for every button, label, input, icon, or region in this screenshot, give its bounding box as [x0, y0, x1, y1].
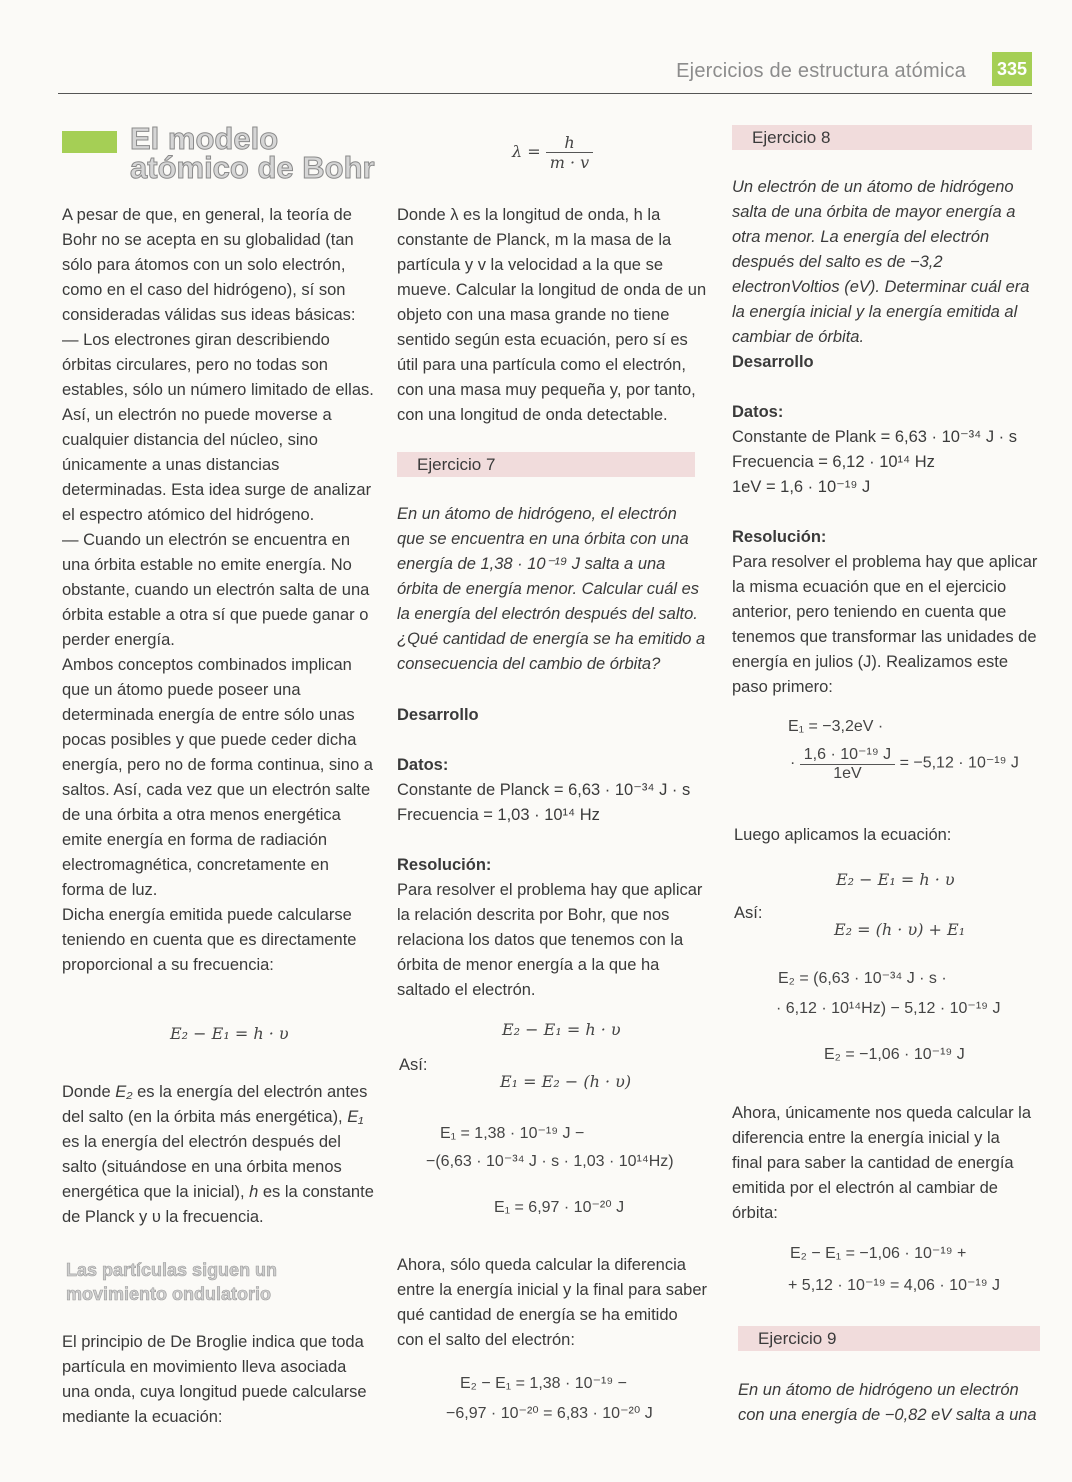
luego-text: Luego aplicamos la ecuación: — [734, 826, 952, 844]
var-e1: E₁ — [347, 1108, 364, 1126]
exercise-8-header: Ejercicio 8 — [732, 125, 1032, 150]
resolucion-text-8: Para resolver el problema hay que aplicar la misma ecuación que en el ejercicio anterior, pero teniendo en cuenta que tenemos que transformar las unidades de energía en julios (J). Realizamos este paso primero: — [732, 553, 1038, 696]
bullet-orbits: — Los electrones giran describiendo órbitas circulares, pero no todas son estables, sólo un número limitado de ellas. Así, un electrón no puede moverse a cualquier distancia del núcleo, sino únicamente a unas distancias determinadas. Esta idea surge de analizar el espectro atómico del hidrógeno. — [62, 331, 374, 524]
concepts-paragraph: Ambos conceptos combinados implican que un átomo puede poseer una determinada energía de entre sólo unas pocas posibles y que puede ceder dicha energía, pero no de forma continua, sino a saltos. Así, cada vez que un electrón salte de una órbita a otra menos energética emite energía en forma de radiación electromagnética, concretamente en forma de luz. — [62, 656, 373, 899]
ex8-dot: · — [790, 754, 796, 772]
variables-paragraph — [62, 1080, 374, 1230]
ex8-formula-3: E₂ − E₁ = h · υ — [836, 870, 955, 889]
exercise-7-header: Ejercicio 7 — [397, 452, 695, 477]
section-title-line1: El modelo — [130, 121, 279, 156]
header-rule — [58, 93, 1032, 94]
ex7-formula-5a: E₂ − E₁ = 1,38 · 10⁻¹⁹ − — [460, 1375, 627, 1392]
where-text-2: es la energía del electrón después del salto (situándose en una órbita menos energética que la inicial), — [62, 1133, 342, 1201]
section-marker — [62, 131, 117, 153]
ex8-formula-4: E₂ = (h · υ) + E₁ — [834, 920, 966, 939]
exercise-8-solution — [732, 350, 1042, 700]
datos-heading-8: Datos: — [732, 403, 784, 421]
where-text-3: es la constante de Planck y υ la frecuencia. — [62, 1183, 374, 1226]
debroglie-paragraph: El principio de De Broglie indica que toda partícula en movimiento lleva asociada una onda, cuya longitud puede calcularse mediante la ecuación: — [62, 1333, 367, 1426]
energy-paragraph: Dicha energía emitida puede calcularse teniendo en cuenta que es directamente proporcional a su frecuencia: — [62, 906, 357, 974]
ex8-fraction-den: 1eV — [833, 765, 862, 782]
var-e2: E₂ — [115, 1083, 133, 1101]
lambda-fraction — [546, 133, 593, 172]
desarrollo-heading-8: Desarrollo — [732, 353, 814, 371]
ex7-formula-4: E₁ = 6,97 · 10⁻²⁰ J — [494, 1199, 625, 1216]
exercise-8-statement: Un electrón de un átomo de hidrógeno salta de una órbita de mayor energía a otra menor. La energía del electrón después del salto es de −3,2 electronVoltios (eV). Determinar cuál era la energía inicial y la energía emitida al cambiar de órbita. — [732, 178, 1030, 346]
bohr-formula: E₂ − E₁ = h · υ — [170, 1024, 289, 1043]
datos-frequency: Frecuencia = 1,03 · 10¹⁴ Hz — [397, 806, 600, 824]
exercise-9-header: Ejercicio 9 — [738, 1326, 1040, 1351]
running-header: Ejercicios de estructura atómica — [676, 60, 966, 82]
resolucion-text: Para resolver el problema hay que aplicar la relación descrita por Bohr, que nos relaciona los datos que tenemos con la órbita de menor energía a la que ha saltado el electrón. — [397, 881, 703, 999]
exercise-9-statement: En un átomo de hidrógeno un electrón con una energía de −0,82 eV salta a una — [738, 1381, 1037, 1424]
section-title — [130, 121, 375, 185]
var-h: h — [249, 1183, 259, 1201]
ex8-fraction-num: 1,6 · 10⁻¹⁹ J — [800, 744, 895, 765]
ex8-formula-5a: E₂ = (6,63 · 10⁻³⁴ J · s · — [778, 970, 947, 987]
lambda-paragraph: Donde λ es la longitud de onda, h la constante de Planck, m la masa de la partícula y v la velocidad a la que se mueve. Calcular la longitud de onda de un objeto con una masa grande no tiene sentido según esta ecuación, pero sí es útil para una partícula como el electrón, con una masa muy pequeña y, por tanto, con una longitud de onda detectable. — [397, 206, 707, 424]
desarrollo-heading: Desarrollo — [397, 706, 479, 724]
ex7-formula-3a: E₁ = 1,38 · 10⁻¹⁹ J − — [440, 1125, 585, 1142]
ex8-formula-7a: E₂ − E₁ = −1,06 · 10⁻¹⁹ + — [790, 1245, 967, 1262]
ex8-ahora-paragraph: Ahora, únicamente nos queda calcular la diferencia entre la energía inicial y la final para saber la cantidad de energía emitida por el electrón al cambiar de órbita: — [732, 1104, 1032, 1222]
bohr-body — [62, 203, 374, 978]
datos-heading: Datos: — [397, 756, 449, 774]
lambda-lhs: λ = — [512, 142, 541, 161]
ex8-formula-5b: · 6,12 · 10¹⁴Hz) − 5,12 · 10⁻¹⁹ J — [776, 1000, 1001, 1017]
ex8-fraction — [800, 744, 895, 783]
resolucion-heading-8: Resolución: — [732, 528, 827, 546]
ex7-formula-3b: −(6,63 · 10⁻³⁴ J · s · 1,03 · 10¹⁴Hz) — [426, 1153, 674, 1170]
datos-planck: Constante de Planck = 6,63 · 10⁻³⁴ J · s — [397, 781, 691, 799]
ex8-formula-1: E₁ = −3,2eV · — [788, 718, 884, 735]
exercise-7-solution — [397, 703, 707, 1003]
wave-subheading: Las partículas siguen un movimiento ondulatorio — [66, 1260, 278, 1304]
datos-frequency-8: Frecuencia = 6,12 · 10¹⁴ Hz — [732, 453, 935, 471]
where-prefix: Donde — [62, 1083, 116, 1101]
datos-ev-8: 1eV = 1,6 · 10⁻¹⁹ J — [732, 478, 871, 496]
asi-label: Así: — [399, 1056, 428, 1074]
ex7-formula-1: E₂ − E₁ = h · υ — [502, 1020, 621, 1039]
lambda-numerator: h — [546, 133, 593, 153]
asi-label-8: Así: — [734, 904, 763, 922]
datos-planck-8: Constante de Plank = 6,63 · 10⁻³⁴ J · s — [732, 428, 1017, 446]
ex7-formula-2: E₁ = E₂ − (h · υ) — [500, 1072, 632, 1091]
lambda-denominator: m · v — [549, 153, 590, 172]
intro-paragraph: A pesar de que, en general, la teoría de Bohr no se acepta en su globalidad (tan sólo para átomos con un solo electrón, como en el caso del hidrógeno), sí son consideradas válidas sus ideas básicas: — [62, 206, 356, 324]
where-text-1: es la energía del electrón antes del salto (en la órbita más energética), — [62, 1083, 368, 1126]
ex8-fraction-result: = −5,12 · 10⁻¹⁹ J — [899, 754, 1019, 772]
bullet-energy: — Cuando un electrón se encuentra en una órbita estable no emite energía. No obstante, cuando un electrón salta de una órbita estable a otra sí que puede ganar o perder energía. — [62, 531, 370, 649]
ex7-ahora-paragraph: Ahora, sólo queda calcular la diferencia entre la energía inicial y la final para saber qué cantidad de energía se ha emitido con el salto del electrón: — [397, 1256, 708, 1349]
exercise-7-statement: En un átomo de hidrógeno, el electrón que se encuentra en una órbita con una energía de 1,38 · 10⁻¹⁹ J salta a una órbita de energía menor. Calcular cuál es la energía del electrón después del salto. ¿Qué cantidad de energía se ha emitido a consecuencia del cambio de órbita? — [397, 505, 706, 673]
resolucion-heading: Resolución: — [397, 856, 492, 874]
ex8-formula-6: E₂ = −1,06 · 10⁻¹⁹ J — [824, 1046, 965, 1063]
ex8-formula-7b: + 5,12 · 10⁻¹⁹ = 4,06 · 10⁻¹⁹ J — [788, 1277, 1001, 1294]
lambda-formula — [512, 133, 593, 172]
ex8-formula-2 — [790, 744, 1019, 783]
section-title-line2: atómico de Bohr — [130, 150, 375, 185]
page-number: 335 — [992, 52, 1032, 86]
ex7-formula-5b: −6,97 · 10⁻²⁰ = 6,83 · 10⁻²⁰ J — [446, 1405, 653, 1422]
